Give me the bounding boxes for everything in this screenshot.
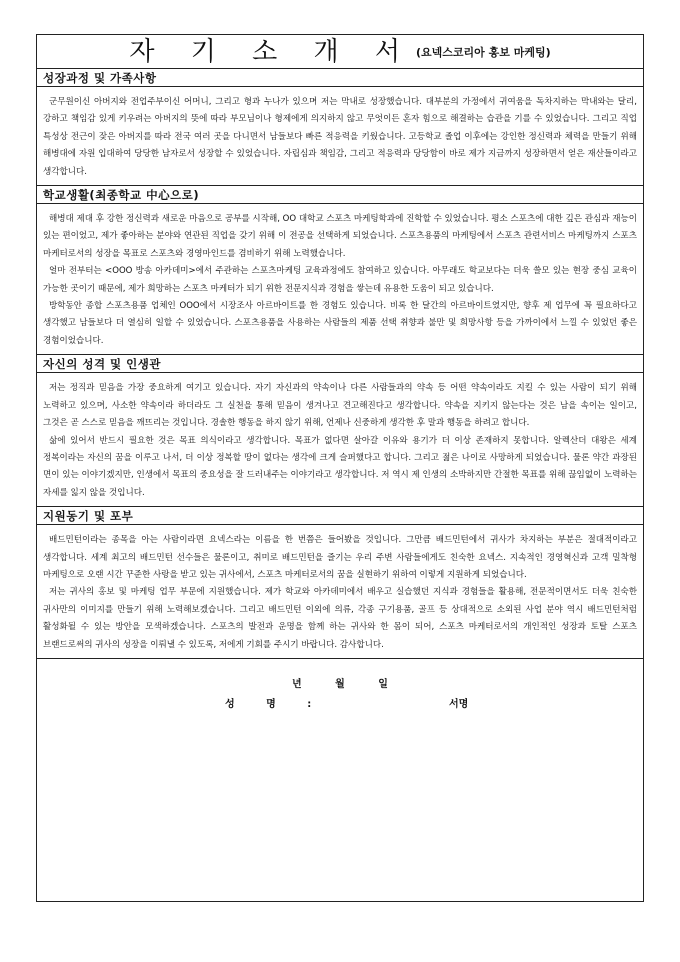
signature-label: 서명 [449,698,469,710]
section-body-personality [37,373,643,507]
section-body-growth [37,87,643,186]
section-body-school [37,204,643,355]
signature-footer [37,659,643,717]
paragraph: 배드민턴이라는 종목을 아는 사람이라면 요넥스라는 이름을 한 번쯤은 들어봤을 것입니다. 그만큼 배드민턴에서 귀사가 차지하는 부분은 절대적이라고 생각합니다. 세계 최고의 배드민턴 선수들은 물론이고, 취미로 배드민턴을 즐기는 우리 주변 사람들에게도 친숙한 요넥스. 지속적인 경영혁신과 고객 밀착형 마케팅으로 오랜 시간 꾸준한 사랑을 받고 있는 귀사에서, 스포츠 마케터로서의 꿈을 실현하기 위하여 이렇게 지원하게 되었습니다. [43,535,637,580]
document-title: 자 기 소 개 서 [129,36,415,67]
paragraph: 삶에 있어서 반드시 필요한 것은 목표 의식이라고 생각합니다. 목표가 없다면 살아갈 이유와 용기가 더 이상 존재하지 못합니다. 알렉산더 대왕은 세계 정복이라는 자신의 꿈을 이루고 나서, 더 이상 정복할 땅이 없다는 생각에 크게 슬퍼했다고 합니다. 그리고 젊은 나이로 사망하게 되었습니다. 물론 약간 과장된 면이 있는 이야기겠지만, 인생에서 목표의 중요성을 잘 드러내주는 이야기라고 생각합니다. 저 역시 제 인생의 소박하지만 간절한 목표를 위해 끊임없이 노력하는 자세를 잃지 않을 것입니다. [43,435,637,498]
section-heading-personality: 자신의 성격 및 인생관 [37,355,643,373]
section-body-motivation [37,525,643,659]
paragraph: 저는 정직과 믿음을 가장 중요하게 여기고 있습니다. 자기 자신과의 약속이나 다른 사람들과의 약속 등 어떤 약속이라도 지킬 수 있는 사람이 되기 위해 노력하고 있으며, 사소한 약속이라 하더라도 그 실천을 통해 믿음이 생겨나고 견고해진다고 생각합니다. 약속을 지키지 않는다는 것은 남을 속이는 일이고, 그것은 곧 스스로 믿음을 깨뜨리는 것입니다. 경솔한 행동을 하지 않기 위해, 언제나 신중하게 생각한 후 말과 행동을 하려고 합니다. [43,383,637,429]
document-subtitle: (요넥스코리아 홍보 마케팅) [416,45,551,59]
section-heading-growth: 성장과정 및 가족사항 [37,69,643,87]
paragraph: 해병대 제대 후 강한 정신력과 새로운 마음으로 공부를 시작해, OO 대학교 스포츠 마케팅학과에 진학할 수 있었습니다. 평소 스포츠에 대한 깊은 관심과 재능이 있는 편이었고, 제가 좋아하는 분야와 연관된 직업을 갖기 위해 이 전공을 선택하게 되었습니다. 스포츠용품의 마케팅에서 스포츠 관련서비스 마케팅까지 스포츠 마케터로서의 성장을 목표로 스포츠와 경영마인드를 겸비하기 위해 노력했습니다. [43,214,637,259]
date-line: 년 월 일 [292,678,388,690]
paragraph: 얼마 전부터는 <OOO 방송 아카데미>에서 주관하는 스포츠마케팅 교육과정에도 참여하고 있습니다. 아무래도 학교보다는 더욱 쓸모 있는 현장 중심 교육이 가능한 곳이기 때문에, 제가 희망하는 스포츠 마케터가 되기 위한 전문지식과 경험을 쌓는데 유용한 도움이 되고 있습니다. [43,266,637,294]
name-label: 성 명 : [225,698,326,710]
section-heading-school: 학교생활(최종학교 中心으로) [37,186,643,204]
section-heading-motivation: 지원동기 및 포부 [37,507,643,525]
title-row [37,35,643,69]
paragraph: 저는 귀사의 홍보 및 마케팅 업무 부문에 지원했습니다. 제가 학교와 아카데미에서 배우고 실습했던 지식과 경험들을 활용해, 전문적이면서도 더욱 친숙한 귀사만의 이미지를 만들기 위해 노력해보겠습니다. 그리고 배드민턴 이외에 의류, 각종 구기용품, 골프 등 상대적으로 소외된 사업 분야 역시 배드민턴처럼 활성화될 수 있는 방안을 모색하겠습니다. 스포츠의 발전과 운명을 함께 하는 귀사와 한 몸이 되어, 스포츠 마케터로서의 개인적인 성장과 토탈 스포츠 브랜드로써의 귀사의 성장을 이뤄낼 수 있도록, 저에게 기회를 주시기 바랍니다. 감사합니다. [43,587,637,650]
paragraph: 방학동안 종합 스포츠용품 업체인 OOO에서 시장조사 아르바이트를 한 경험도 있습니다. 비록 한 달간의 아르바이트였지만, 향후 제 업무에 꼭 필요하다고 생각했고 남들보다 더 열심히 일할 수 있었습니다. 스포츠용품을 사용하는 사람들의 제품 선택 취향과 불만 및 희망사항 등을 가까이에서 느낄 수 있었던 좋은 경험이었습니다. [43,301,637,346]
paragraph: 군무원이신 아버지와 전업주부이신 어머니, 그리고 형과 누나가 있으며 저는 막내로 성장했습니다. 대부분의 가정에서 귀여움을 독차지하는 막내와는 달리, 강하고 책임감 있게 키우려는 아버지의 뜻에 따라 부모님이나 형제에게 의지하지 않고 무엇이든 혼자 힘으로 해결하는 습관을 기를 수 있었습니다. 그리고 직업 특성상 전근이 잦은 아버지를 따라 전국 여러 곳을 다니면서 남들보다 빠른 적응력을 키웠습니다. 고등학교 졸업 이후에는 강인한 정신력과 체력을 만들기 위해 해병대에 자원 입대하여 당당한 남자로서 성장할 수 있었습니다. 자립심과 책임감, 그리고 적응력과 당당함이 바로 제가 지금까지 성장하면서 얻은 재산들이라고 생각합니다. [43,97,637,177]
resume-sheet [36,34,644,902]
